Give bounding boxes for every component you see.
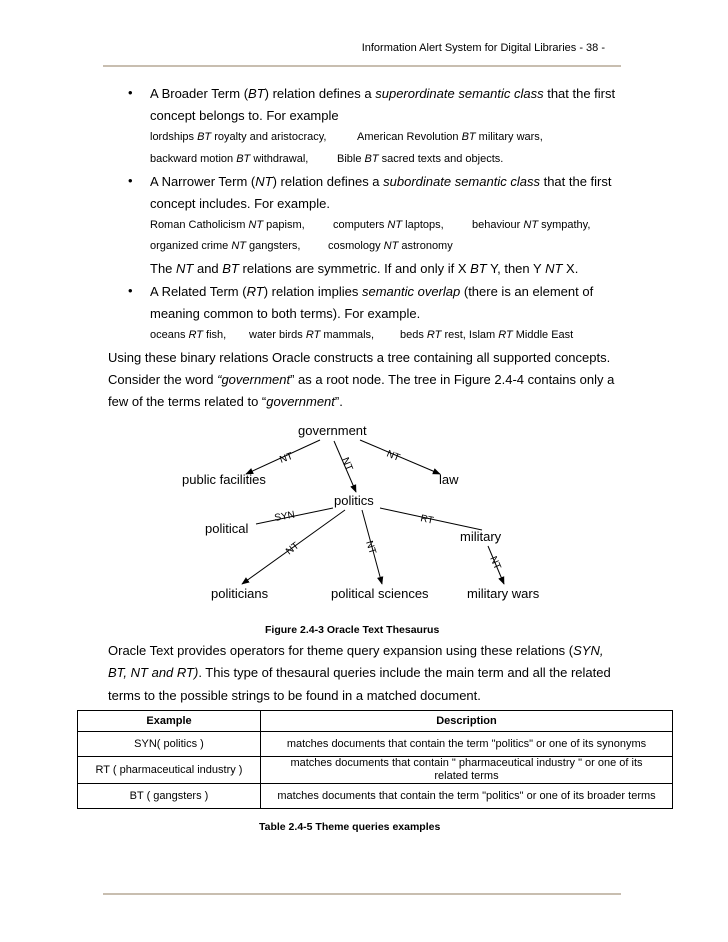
edge-label-nt6: NT (487, 554, 503, 572)
edge-label-nt2: NT (339, 456, 355, 473)
theme-queries-table (77, 710, 673, 809)
bullet-1-marker: • (128, 85, 133, 100)
bullet-3-example-a: oceans RT fish, (150, 329, 227, 341)
edge-label-nt1: NT (278, 450, 295, 466)
table-caption: Table 2.4-5 Theme queries examples (259, 821, 441, 833)
table-cell-example: SYN( politics ) (78, 732, 261, 757)
bullet-1-example-c: backward motion BT withdrawal, (150, 153, 309, 165)
edge-label-syn: SYN (273, 509, 296, 524)
para1-line1: Using these binary relations Oracle constructs a tree containing all supported concepts. (108, 350, 611, 365)
bullet-1-example-d: Bible BT sacred texts and objects. (337, 153, 504, 165)
table-cell-description: matches documents that contain " pharmaceutical industry " or one of its related terms (261, 757, 673, 784)
edge-gov-law (360, 440, 440, 474)
bullet-2-symmetric: The NT and BT relations are symmetric. If and only if X BT Y, then Y NT X. (150, 261, 579, 276)
node-military: military (460, 529, 502, 544)
table-cell-example: RT ( pharmaceutical industry ) (78, 757, 261, 784)
table-row (78, 732, 673, 757)
node-politics: politics (334, 493, 374, 508)
node-political-sciences: political sciences (331, 586, 429, 601)
bullet-2-intro: A Narrower Term (NT) relation defines a subordinate semantic class that the first (150, 174, 612, 189)
bullet-3-cont: meaning common to both terms). For example. (150, 306, 421, 321)
edge-label-nt4: NT (284, 540, 302, 558)
table-header-description: Description (261, 711, 673, 732)
footer-rule (103, 893, 621, 895)
table-row (78, 757, 673, 784)
node-government: government (298, 423, 367, 438)
bullet-3-intro: A Related Term (RT) relation implies semantic overlap (there is an element of (150, 284, 594, 299)
table-header-row (78, 711, 673, 732)
bullet-2-cont: concept includes. For example. (150, 196, 330, 211)
table-cell-description: matches documents that contain the term "politics" or one of its broader terms (261, 784, 673, 809)
bullet-1-cont: concept belongs to. For example (150, 108, 339, 123)
table-header-example: Example (78, 711, 261, 732)
node-military-wars: military wars (467, 586, 540, 601)
bullet-2-marker: • (128, 173, 133, 188)
node-political: political (205, 521, 249, 536)
bullet-1-intro: A Broader Term (BT) relation defines a superordinate semantic class that the first (150, 86, 616, 101)
bullet-2-example-a: Roman Catholicism NT papism, (150, 219, 305, 231)
table-row (78, 784, 673, 809)
bullet-2-example-e: cosmology NT astronomy (328, 240, 453, 252)
figure-caption: Figure 2.4-3 Oracle Text Thesaurus (265, 624, 440, 636)
bullet-2-example-b: computers NT laptops, (333, 219, 444, 231)
para1-line3: few of the terms related to “government”. (108, 394, 343, 409)
para2-line2: BT, NT and RT). This type of thesaural queries include the main term and all the related (108, 665, 611, 680)
node-politicians: politicians (211, 586, 269, 601)
table-cell-example: BT ( gangsters ) (78, 784, 261, 809)
bullet-3-example-c: beds RT rest, Islam RT Middle East (400, 329, 574, 341)
bullet-2-example-d: organized crime NT gangsters, (150, 240, 301, 252)
page-header: Information Alert System for Digital Libraries - 38 - (361, 42, 605, 54)
edge-label-nt3: NT (384, 448, 402, 464)
bullet-3-marker: • (128, 283, 133, 298)
para1-line2: Consider the word “government” as a root node. The tree in Figure 2.4-4 contains only a (108, 372, 615, 387)
para2-line1: Oracle Text provides operators for theme query expansion using these relations (SYN, (108, 643, 604, 658)
bullet-1-example-b: American Revolution BT military wars, (357, 131, 543, 143)
bullet-2-example-c: behaviour NT sympathy, (472, 219, 591, 231)
node-law: law (439, 472, 459, 487)
edge-label-nt5: NT (363, 539, 378, 556)
edge-label-rt: RT (419, 513, 435, 527)
node-public-facilities: public facilities (182, 472, 266, 487)
bullet-3-example-b: water birds RT mammals, (249, 329, 375, 341)
para2-line3: terms to the possible strings to be found in a matched document. (108, 688, 481, 703)
bullet-1-example-a: lordships BT royalty and aristocracy, (150, 131, 327, 143)
table-cell-description: matches documents that contain the term "politics" or one of its synonyms (261, 732, 673, 757)
